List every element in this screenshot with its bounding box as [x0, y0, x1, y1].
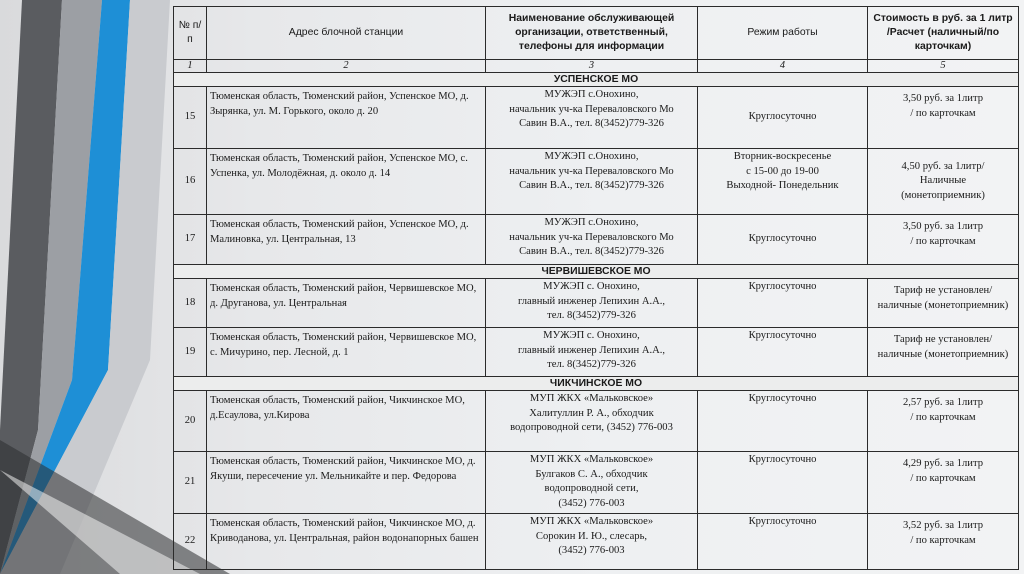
- cost-line: 3,52 руб. за 1литр: [902, 520, 984, 531]
- column-number: 1: [174, 60, 207, 73]
- cost-line: Тариф не установлен/: [893, 334, 993, 345]
- header-work-mode: Режим работы: [698, 7, 868, 60]
- organization-line: МУЖЭП с.Онохино,: [544, 151, 639, 162]
- table-row: [174, 87, 1019, 149]
- cost-line: наличные (монетоприемник): [877, 299, 1009, 311]
- organization-line: Халитуллин Р. А., обходчик: [529, 407, 654, 419]
- cost-line: / по карточкам: [910, 107, 976, 119]
- organization-cell: [486, 391, 698, 452]
- cost-line: наличные (монетоприемник): [877, 348, 1009, 360]
- work-mode-line: Круглосуточно: [748, 330, 817, 341]
- station-address: Тюменская область, Тюменский район, Червишевское МО, с. Мичурино, пер. Лесной, д. 1: [207, 328, 486, 377]
- work-mode-cell: [698, 215, 868, 265]
- work-mode-line: Круглосуточно: [748, 111, 817, 123]
- section-header-row: [174, 265, 1019, 279]
- work-mode-cell: [698, 391, 868, 452]
- station-address: Тюменская область, Тюменский район, Чикчинское МО, д.Есаулова, ул.Кирова: [207, 391, 486, 452]
- cost-cell: [868, 328, 1019, 377]
- work-mode-line: Круглосуточно: [748, 454, 817, 465]
- cost-line: 3,50 руб. за 1литр: [902, 93, 984, 104]
- organization-line: Сорокин И. Ю., слесарь,: [535, 530, 648, 542]
- station-address: Тюменская область, Тюменский район, Успенское МО, д. Малиновка, ул. Центральная, 13: [207, 215, 486, 265]
- cost-line: Тариф не установлен/: [893, 285, 993, 296]
- cost-line: / по карточкам: [910, 235, 976, 247]
- organization-line: МУП ЖКХ «Мальковское»: [529, 454, 654, 465]
- cost-cell: [868, 279, 1019, 328]
- organization-line: тел. 8(3452)779-326: [547, 359, 636, 370]
- row-number: 20: [174, 391, 207, 452]
- organization-cell: [486, 215, 698, 265]
- work-mode-cell: [698, 87, 868, 149]
- section-title: УСПЕНСКОЕ МО: [174, 73, 1019, 87]
- section-header-row: [174, 377, 1019, 391]
- cost-line: / по карточкам: [910, 411, 976, 423]
- section-title: ЧЕРВИШЕВСКОЕ МО: [174, 265, 1019, 279]
- header-address: Адрес блочной станции: [207, 7, 486, 60]
- column-number: 2: [207, 60, 486, 73]
- organization-cell: [486, 279, 698, 328]
- work-mode-line: Вторник-воскресенье: [733, 151, 832, 162]
- work-mode-line: Круглосуточно: [748, 393, 817, 404]
- work-mode-cell: [698, 279, 868, 328]
- section-header-row: [174, 73, 1019, 87]
- work-mode-line: Выходной- Понедельник: [726, 180, 839, 191]
- organization-line: МУЖЭП с.Онохино,: [544, 217, 639, 228]
- organization-cell: [486, 514, 698, 570]
- cost-line: 4,29 руб. за 1литр: [902, 458, 984, 469]
- station-address: Тюменская область, Тюменский район, Чикчинское МО, д. Якуши, пересечение ул. Мельникайте и пер. Федорова: [207, 452, 486, 514]
- table-row: [174, 391, 1019, 452]
- row-number: 17: [174, 215, 207, 265]
- cost-line: (монетоприемник): [901, 189, 985, 201]
- work-mode-cell: [698, 328, 868, 377]
- table-row: [174, 328, 1019, 377]
- row-number: 18: [174, 279, 207, 328]
- table-row: [174, 149, 1019, 215]
- row-number: 21: [174, 452, 207, 514]
- column-number: 3: [486, 60, 698, 73]
- table-row: [174, 514, 1019, 570]
- organization-line: (3452) 776-003: [558, 545, 625, 556]
- cost-line: 2,57 руб. за 1литр: [902, 397, 984, 408]
- cost-line: / по карточкам: [910, 472, 976, 484]
- work-mode-line: Круглосуточно: [748, 516, 817, 527]
- cost-line: 4,50 руб. за 1литр/: [901, 160, 985, 172]
- water-stations-table: [173, 6, 1019, 570]
- column-number: 4: [698, 60, 868, 73]
- cost-cell: [868, 149, 1019, 215]
- organization-cell: [486, 149, 698, 215]
- table-body: [174, 60, 1019, 570]
- station-address: Тюменская область, Тюменский район, Червишевское МО, д. Друганова, ул. Центральная: [207, 279, 486, 328]
- header-row: [174, 7, 1019, 60]
- cost-line: / по карточкам: [910, 534, 976, 546]
- organization-line: начальник уч-ка Переваловского Мо: [509, 165, 674, 177]
- organization-cell: [486, 328, 698, 377]
- cost-line: 3,50 руб. за 1литр: [902, 221, 984, 232]
- work-mode-cell: [698, 514, 868, 570]
- organization-line: главный инженер Лепихин А.А.,: [517, 295, 666, 307]
- cost-line: Наличные: [919, 175, 967, 187]
- organization-line: МУЖЭП с. Онохино,: [543, 281, 640, 292]
- header-cost: Стоимость в руб. за 1 литр /Расчет (наличный/по карточкам): [868, 7, 1019, 60]
- work-mode-line: Круглосуточно: [748, 281, 817, 292]
- work-mode-cell: [698, 149, 868, 215]
- organization-line: главный инженер Лепихин А.А.,: [517, 344, 666, 356]
- work-mode-cell: [698, 452, 868, 514]
- cost-cell: [868, 452, 1019, 514]
- cost-cell: [868, 87, 1019, 149]
- work-mode-line: Круглосуточно: [748, 233, 817, 245]
- organization-line: водопроводной сети,: [544, 483, 639, 494]
- organization-line: МУЖЭП с.Онохино,: [544, 89, 639, 100]
- table-row: [174, 452, 1019, 514]
- stations-table-container: [173, 6, 1018, 570]
- cost-cell: [868, 215, 1019, 265]
- organization-line: (3452) 776-003: [558, 497, 625, 509]
- organization-line: Савин В.А., тел. 8(3452)779-326: [519, 246, 664, 257]
- header-num: № п/п: [174, 7, 207, 60]
- organization-line: Савин В.А., тел. 8(3452)779-326: [519, 118, 664, 129]
- station-address: Тюменская область, Тюменский район, Успенское МО, д. Зырянка, ул. М. Горького, около д. 20: [207, 87, 486, 149]
- organization-line: МУП ЖКХ «Мальковское»: [529, 393, 654, 404]
- work-mode-line: с 15-00 до 19-00: [746, 165, 819, 177]
- row-number: 19: [174, 328, 207, 377]
- station-address: Тюменская область, Тюменский район, Успенское МО, с. Успенка, ул. Молодёжная, д. около д. 14: [207, 149, 486, 215]
- header-organization: Наименование обслуживающей организации, ответственный, телефоны для информации: [486, 7, 698, 60]
- section-title: ЧИКЧИНСКОЕ МО: [174, 377, 1019, 391]
- table-row: [174, 215, 1019, 265]
- organization-line: начальник уч-ка Переваловского Мо: [509, 103, 674, 115]
- organization-line: МУЖЭП с. Онохино,: [543, 330, 640, 341]
- station-address: Тюменская область, Тюменский район, Чикчинское МО, д. Криводанова, ул. Центральная, район водонапорных башен: [207, 514, 486, 570]
- organization-cell: [486, 452, 698, 514]
- column-number: 5: [868, 60, 1019, 73]
- organization-line: начальник уч-ка Переваловского Мо: [509, 231, 674, 243]
- column-numbers-row: [174, 60, 1019, 73]
- cost-cell: [868, 514, 1019, 570]
- organization-line: водопроводной сети, (3452) 776-003: [510, 422, 673, 433]
- organization-cell: [486, 87, 698, 149]
- row-number: 15: [174, 87, 207, 149]
- organization-line: Савин В.А., тел. 8(3452)779-326: [519, 180, 664, 191]
- table-row: [174, 279, 1019, 328]
- organization-line: Булгаков С. А., обходчик: [535, 468, 648, 480]
- organization-line: тел. 8(3452)779-326: [547, 310, 636, 321]
- row-number: 16: [174, 149, 207, 215]
- organization-line: МУП ЖКХ «Мальковское»: [529, 516, 654, 527]
- cost-cell: [868, 391, 1019, 452]
- row-number: 22: [174, 514, 207, 570]
